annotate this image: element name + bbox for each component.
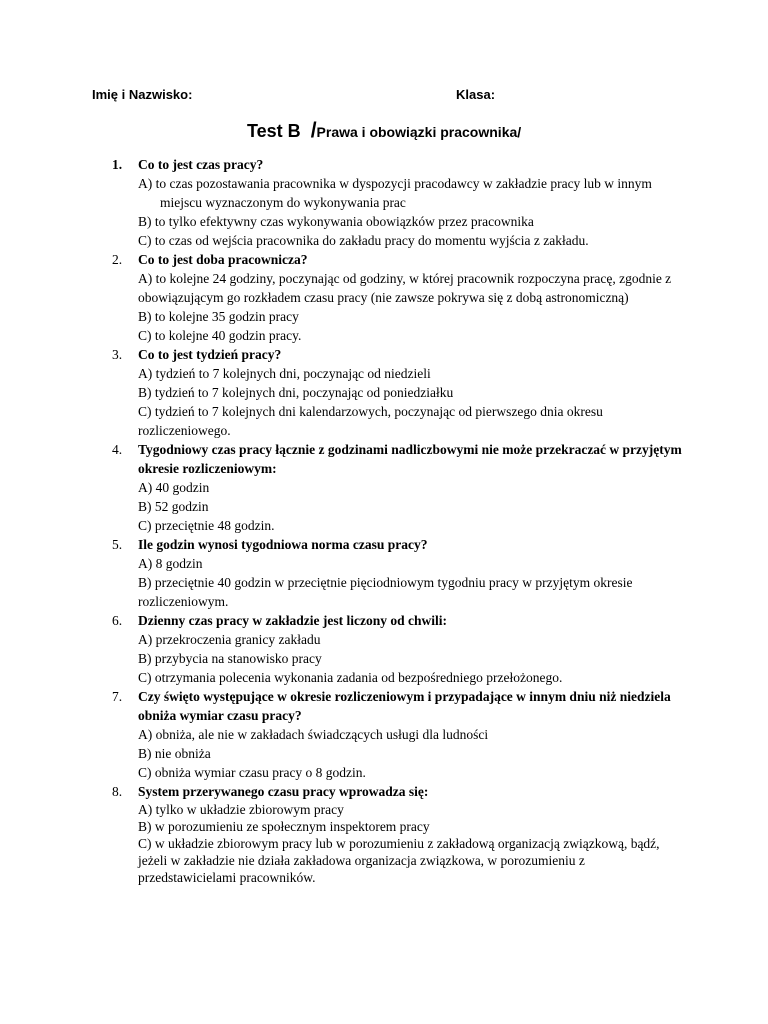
answer-option: A) 8 godzin — [138, 556, 203, 571]
question-8 — [112, 782, 682, 886]
question-2 — [112, 250, 682, 345]
question-text: Co to jest czas pracy? — [138, 157, 264, 172]
answer-option: B) w porozumieniu ze społecznym inspektorem pracy — [138, 819, 430, 834]
answer-option: B) to kolejne 35 godzin pracy — [138, 309, 299, 324]
answer-option: C) przeciętnie 48 godzin. — [138, 518, 275, 533]
question-text: Czy święto występujące w okresie rozliczeniowym i przypadające w innym dniu niż niedziela obniża wymiar czasu pracy? — [138, 689, 671, 723]
question-number: 6. — [112, 613, 123, 628]
answer-option: C) to kolejne 40 godzin pracy. — [138, 328, 302, 343]
answer-option: B) to tylko efektywny czas wykonywania obowiązków przez pracownika — [138, 214, 534, 229]
question-text: Co to jest doba pracownicza? — [138, 252, 308, 267]
answer-option: C) to czas od wejścia pracownika do zakładu pracy do momentu wyjścia z zakładu. — [138, 233, 589, 248]
answer-option: A) obniża, ale nie w zakładach świadczących usługi dla ludności — [138, 727, 489, 742]
answer-option: B) przeciętnie 40 godzin w przeciętnie pięciodniowym tygodniu pracy w przyjętym okresie rozliczeniowym. — [138, 575, 633, 609]
name-label: Imię i Nazwisko: — [92, 87, 193, 102]
answer-option: C) w układzie zbiorowym pracy lub w porozumieniu z zakładową organizacją związkową, bądź, jeżeli w zakładzie nie działa zakładowa organizacja związkowa, w porozumieniu z przedstawicielami pracowników. — [138, 836, 660, 885]
question-number: 3. — [112, 347, 123, 362]
answer-option: C) tydzień to 7 kolejnych dni kalendarzowych, poczynając od pierwszego dnia okresu rozliczeniowego. — [138, 404, 603, 438]
question-text: System przerywanego czasu pracy wprowadza się: — [138, 784, 429, 799]
answer-option: B) przybycia na stanowisko pracy — [138, 651, 322, 666]
question-7 — [112, 687, 682, 782]
question-number: 1. — [112, 157, 123, 172]
question-number: 7. — [112, 689, 123, 704]
answer-option: A) to czas pozostawania pracownika w dyspozycji pracodawcy w zakładzie pracy lub w innym miejscu wyznaczonym do wykonywania prac — [138, 176, 652, 210]
question-1 — [112, 155, 682, 250]
test-subtitle: Prawa i obowiązki pracownika/ — [316, 124, 522, 140]
question-6 — [112, 611, 682, 687]
question-number: 5. — [112, 537, 123, 552]
answer-option: A) tydzień to 7 kolejnych dni, poczynając od niedzieli — [138, 366, 431, 381]
question-number: 4. — [112, 442, 123, 457]
answer-option: B) 52 godzin — [138, 499, 209, 514]
answer-option: C) otrzymania polecenia wykonania zadania od bezpośredniego przełożonego. — [138, 670, 563, 685]
test-title — [247, 119, 521, 143]
answer-option: B) tydzień to 7 kolejnych dni, poczynając od poniedziałku — [138, 385, 454, 400]
answer-option: A) tylko w układzie zbiorowym pracy — [138, 802, 344, 817]
test-title-main: Test B — [247, 121, 301, 141]
answer-option: B) nie obniża — [138, 746, 211, 761]
question-3 — [112, 345, 682, 440]
question-list — [112, 155, 682, 886]
answer-option: A) 40 godzin — [138, 480, 210, 495]
title-slash: / — [310, 119, 317, 142]
answer-option: A) przekroczenia granicy zakładu — [138, 632, 321, 647]
question-text: Dzienny czas pracy w zakładzie jest liczony od chwili: — [138, 613, 447, 628]
question-text: Tygodniowy czas pracy łącznie z godzinami nadliczbowymi nie może przekraczać w przyjętym okresie rozliczeniowym: — [138, 442, 682, 476]
question-number: 8. — [112, 784, 123, 799]
question-4 — [112, 440, 682, 535]
answer-option: A) to kolejne 24 godziny, poczynając od godziny, w której pracownik rozpoczyna pracę, zgodnie z obowiązującym go rozkładem czasu pracy (nie zawsze pokrywa się z dobą astronomiczną) — [138, 271, 672, 305]
question-text: Ile godzin wynosi tygodniowa norma czasu pracy? — [138, 537, 428, 552]
class-label: Klasa: — [456, 87, 496, 102]
answer-option: C) obniża wymiar czasu pracy o 8 godzin. — [138, 765, 366, 780]
question-number: 2. — [112, 252, 123, 267]
question-5 — [112, 535, 682, 611]
question-text: Co to jest tydzień pracy? — [138, 347, 282, 362]
